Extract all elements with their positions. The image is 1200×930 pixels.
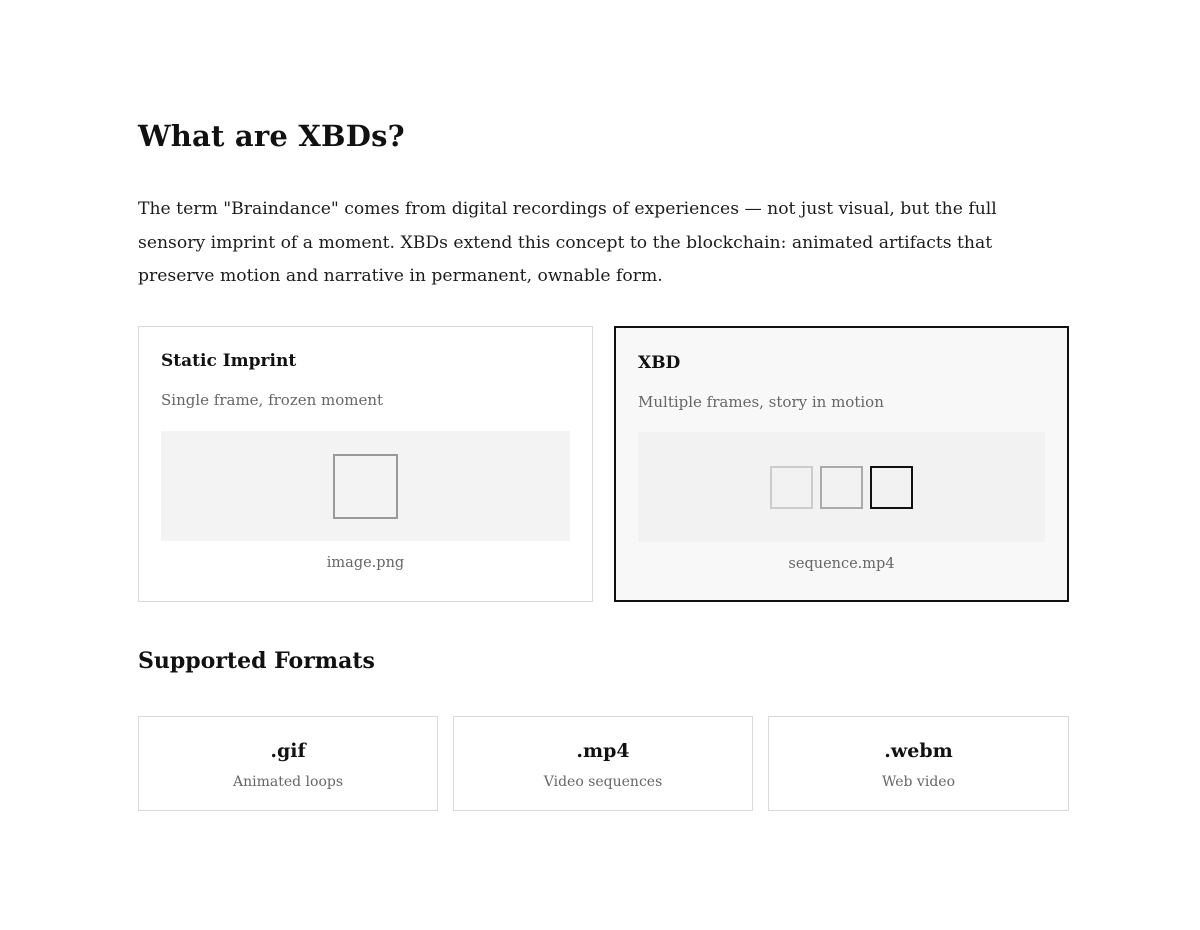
frame-icon bbox=[870, 466, 913, 509]
static-preview bbox=[161, 431, 570, 541]
static-imprint-card bbox=[138, 326, 593, 602]
intro-paragraph: The term "Braindance" comes from digital recordings of experiences — not just visual, but the full sensory imprint of a moment. XBDs extend this concept to the blockchain: animated artifacts that preserve motion and narrative in permanent, ownable form. bbox=[138, 199, 997, 286]
format-description: Video sequences bbox=[543, 774, 663, 790]
format-card-webm bbox=[768, 716, 1069, 811]
card-subtitle: Single frame, frozen moment bbox=[161, 391, 384, 409]
card-title: Static Imprint bbox=[161, 351, 297, 371]
xbd-card bbox=[614, 326, 1069, 602]
frame-icon bbox=[770, 466, 813, 509]
format-description: Animated loops bbox=[232, 774, 344, 790]
single-frame-icon bbox=[333, 454, 398, 519]
format-extension: .gif bbox=[270, 740, 306, 762]
format-extension: .webm bbox=[884, 740, 953, 762]
format-card-mp4 bbox=[453, 716, 753, 811]
format-card-gif bbox=[138, 716, 438, 811]
card-filename: image.png bbox=[326, 555, 405, 571]
xbd-preview bbox=[638, 432, 1045, 542]
card-filename: sequence.mp4 bbox=[788, 556, 895, 572]
page-title: What are XBDs? bbox=[138, 119, 405, 153]
format-extension: .mp4 bbox=[576, 740, 630, 762]
card-title: XBD bbox=[638, 353, 681, 373]
card-subtitle: Multiple frames, story in motion bbox=[638, 393, 884, 411]
section-title-formats: Supported Formats bbox=[138, 648, 375, 674]
frame-icon bbox=[820, 466, 863, 509]
format-description: Web video bbox=[881, 774, 955, 790]
